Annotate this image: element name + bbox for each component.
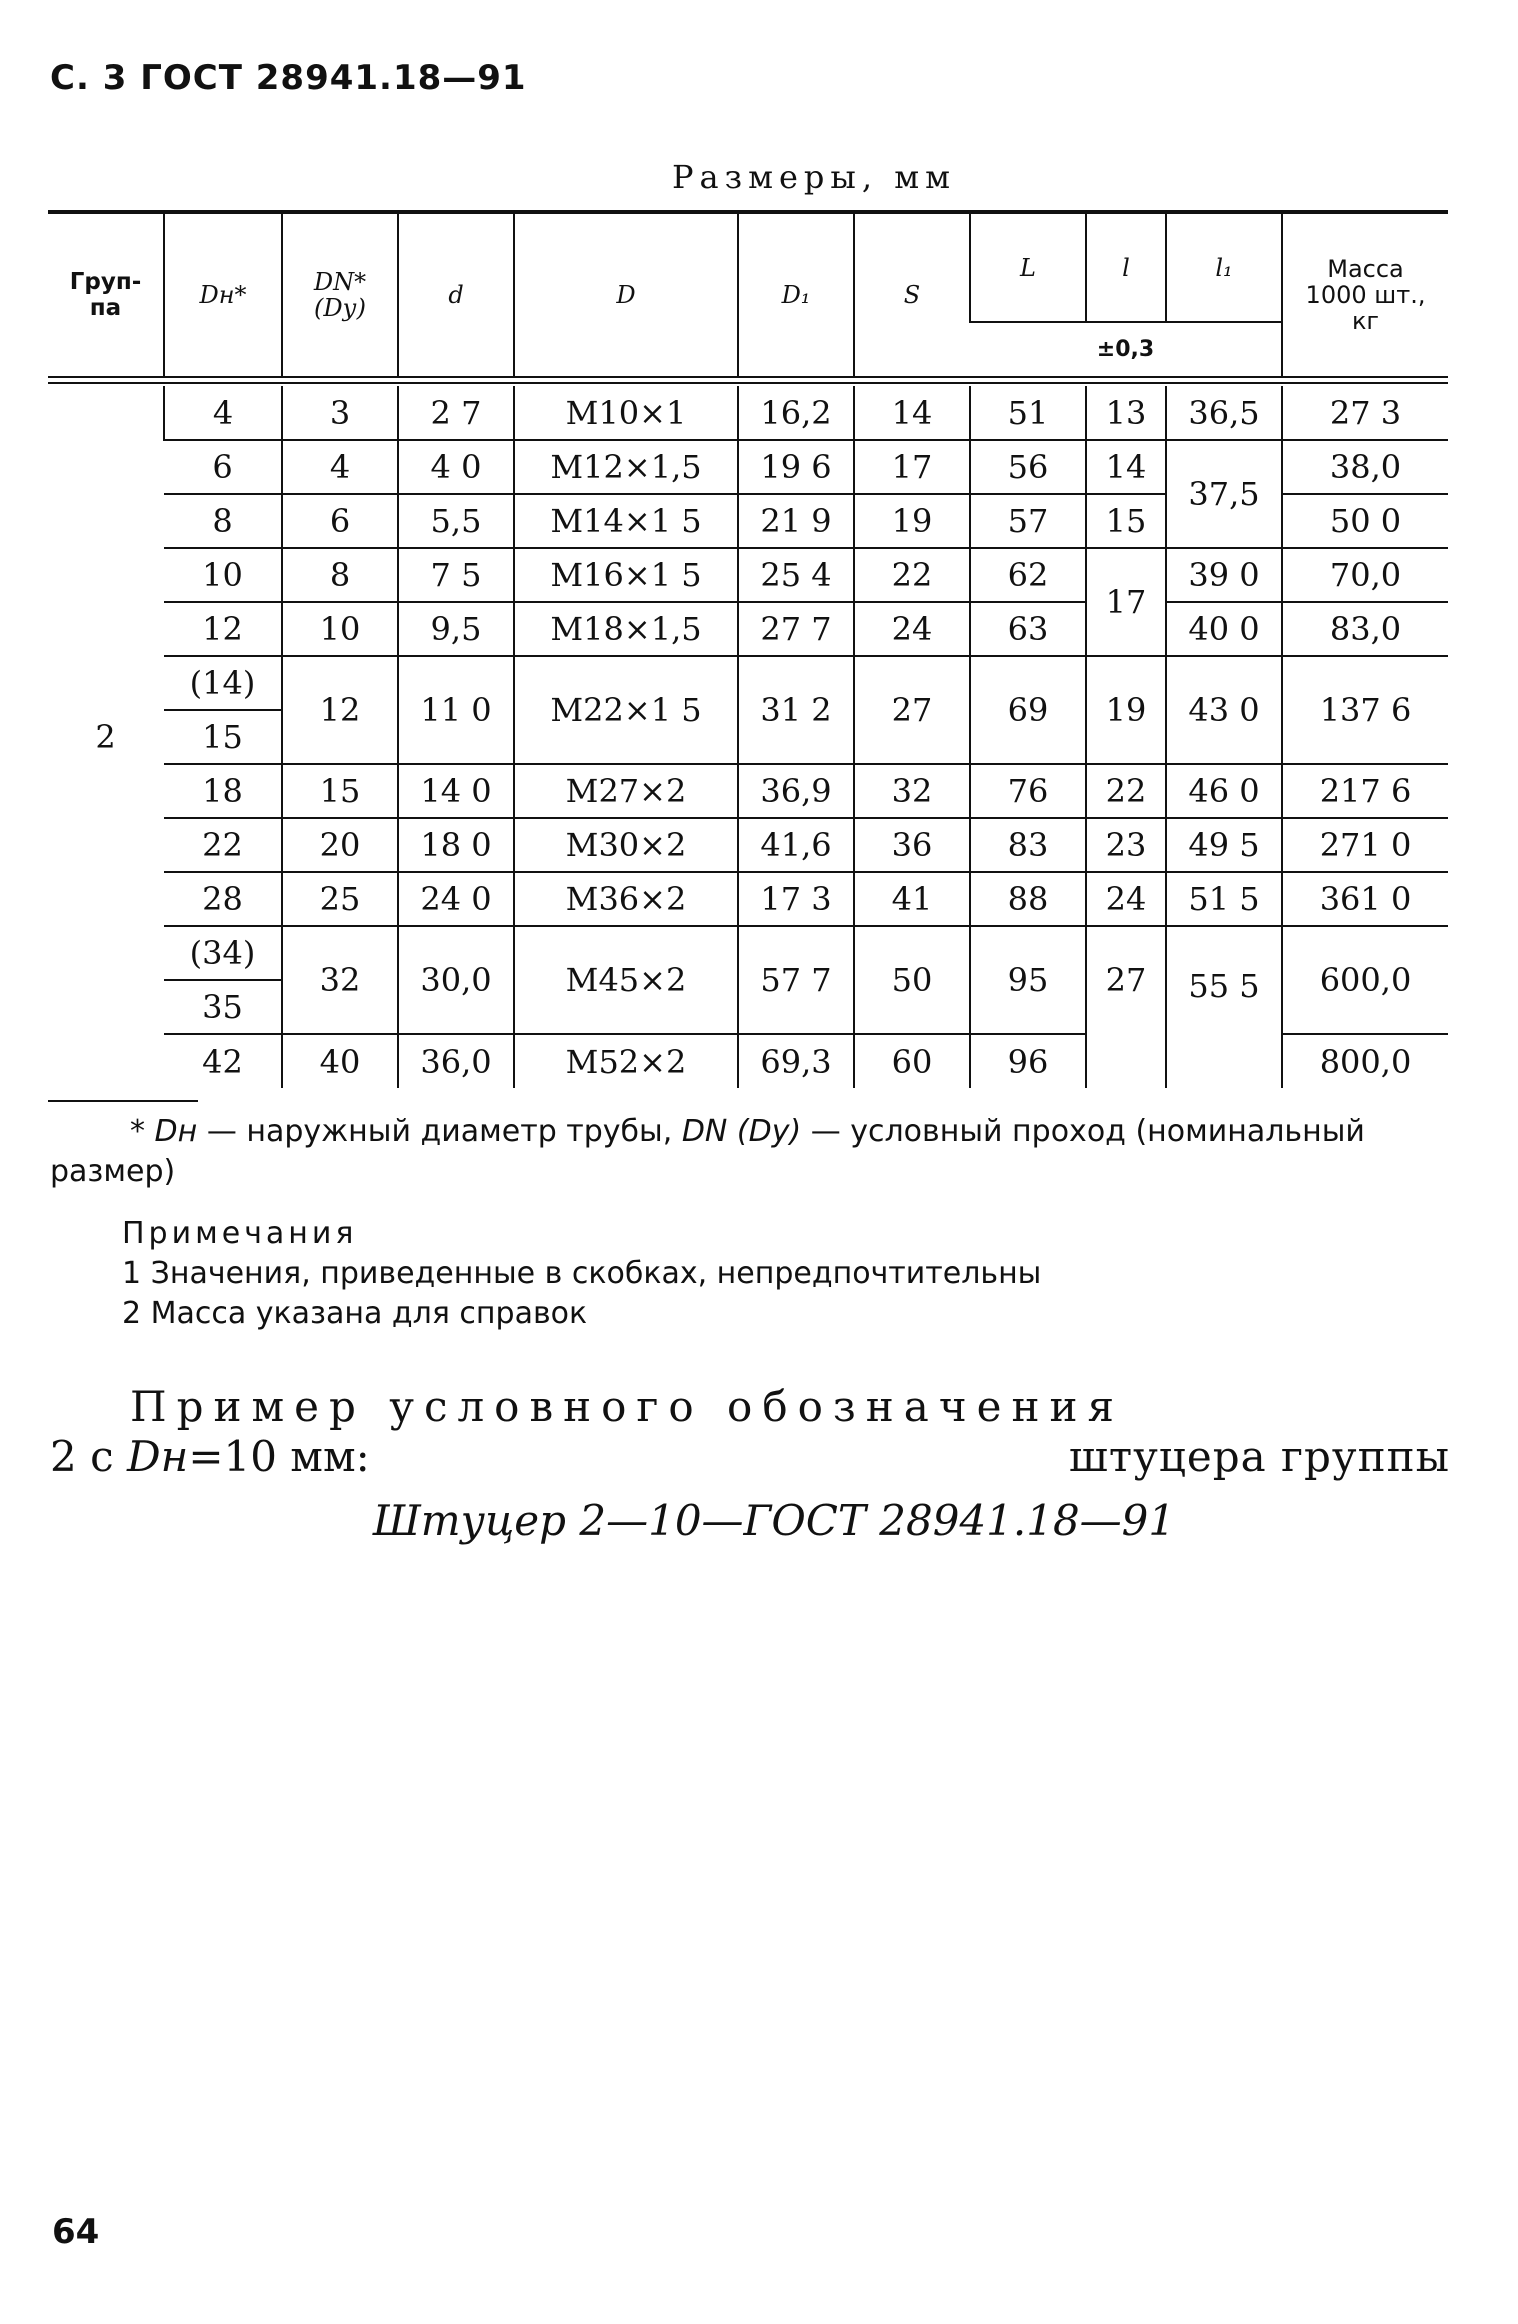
cell-l1: 37,5 [1166,440,1282,548]
example-line2-symbol: Dн [126,1432,189,1481]
cell-dn: 42 [202,1042,243,1081]
example-rest: штуцера группы [1068,1432,1450,1481]
cell-dn: 8 [164,494,282,548]
cell-l: 22 [1086,764,1166,818]
footnote-symbol-DN: DN (Dу) [681,1114,802,1149]
cell-D1: 16,2 [738,386,854,440]
cell-L: 51 [970,386,1086,440]
cell-D1: 25 4 [738,548,854,602]
example-paragraph [50,1382,1450,1482]
cell-L: 62 [970,548,1086,602]
cell-dnom: 10 [282,602,398,656]
cell-dn: (14) [164,656,282,710]
example-line2-a: 2 с [50,1432,114,1481]
header-bottom-rule-1 [48,376,1448,378]
cell-S: 36 [854,818,970,872]
cell-l1: 51 5 [1166,872,1282,926]
table-row [48,926,1448,980]
page-header: С. 3 ГОСТ 28941.18—91 [50,58,527,98]
cell-D: M10×1 [514,386,738,440]
example-lead: Пример условного обозначения [130,1382,1124,1431]
footnote-text-2: — условный проход (номинальный размер) [50,1114,1365,1189]
cell-D1: 31 2 [738,656,854,764]
cell-mass: 800,0 [1282,1034,1448,1088]
note-1: 1 Значения, приведенные в скобках, непредпочтительны [122,1256,1042,1291]
cell-S: 27 [854,656,970,764]
page-number: 64 [52,2212,100,2252]
cell-S: 22 [854,548,970,602]
cell-D1: 17 3 [738,872,854,926]
col-l1-header: l₁ [1166,214,1282,322]
note-2: 2 Масса указана для справок [122,1296,588,1331]
cell-d: 14 0 [398,764,514,818]
cell-dnom: 25 [282,872,398,926]
cell-D: M30×2 [514,818,738,872]
cell-dn: 15 [164,710,282,764]
cell-D: M27×2 [514,764,738,818]
cell-L: 88 [970,872,1086,926]
col-group-header: Груп- па [69,269,142,321]
cell-d: 18 0 [398,818,514,872]
cell-l1: 43 0 [1166,656,1282,764]
dimensions-table [48,214,1448,376]
col-L-header: L [970,214,1086,322]
dimensions-table-body [48,386,1448,1088]
cell-L: 56 [970,440,1086,494]
cell-d: 9,5 [398,602,514,656]
cell-l1: 40 0 [1166,602,1282,656]
cell-l: 24 [1086,872,1166,926]
notes-title: Примечания [122,1216,358,1251]
cell-dn: 12 [164,602,282,656]
cell-dnom: 32 [282,926,398,1034]
cell-dnom: 3 [282,386,398,440]
cell-D1: 69,3 [738,1034,854,1088]
cell-L: 96 [970,1034,1086,1088]
col-D1-header: D₁ [738,214,854,376]
cell-d: 7 5 [398,548,514,602]
cell-dn: 35 [164,980,282,1034]
cell-dn: (34) [164,926,282,980]
col-S-header: S [854,214,970,376]
cell-S: 19 [854,494,970,548]
cell-dn: 4 [164,386,282,440]
cell-D: M45×2 [514,926,738,1034]
cell-d: 11 0 [398,656,514,764]
tolerance-header: ±0,3 [970,322,1282,376]
cell-S: 17 [854,440,970,494]
cell-mass: 70,0 [1282,548,1448,602]
cell-mass: 27 3 [1282,386,1448,440]
footnote-rule [48,1100,198,1102]
cell-S: 32 [854,764,970,818]
table-row [48,764,1448,818]
cell-D1: 41,6 [738,818,854,872]
cell-d: 2 7 [398,386,514,440]
col-l-header: l [1086,214,1166,322]
cell-L: 57 [970,494,1086,548]
cell-S: 50 [854,926,970,1034]
table-row [48,656,1448,710]
cell-dnom: 6 [282,494,398,548]
cell-d: 24 0 [398,872,514,926]
cell-dnom: 40 [282,1034,398,1088]
cell-d: 36,0 [398,1034,514,1088]
cell-dnom: 20 [282,818,398,872]
cell-mass: 271 0 [1282,818,1448,872]
cell-l: 23 [1086,818,1166,872]
cell-D1: 36,9 [738,764,854,818]
cell-D: M18×1,5 [514,602,738,656]
cell-L: 63 [970,602,1086,656]
cell-D1: 57 7 [738,926,854,1034]
cell-S: 60 [854,1034,970,1088]
col-dn-nominal-header: DN* (Dу) [282,214,398,376]
table-row [48,548,1448,602]
cell-l: 13 [1086,386,1166,440]
cell-mass: 50 0 [1282,494,1448,548]
cell-D1: 19 6 [738,440,854,494]
cell-l1: 39 0 [1166,548,1282,602]
cell-dnom: 12 [282,656,398,764]
col-D-header: D [514,214,738,376]
col-dn-header: Dн* [164,214,282,376]
cell-D: M14×1 5 [514,494,738,548]
cell-l1: 55 5 [1166,926,1282,1088]
cell-mass: 38,0 [1282,440,1448,494]
cell-l: 27 [1086,926,1166,1088]
cell-D: M12×1,5 [514,440,738,494]
cell-L: 83 [970,818,1086,872]
cell-L: 76 [970,764,1086,818]
cell-l: 17 [1086,548,1166,656]
table-row [48,818,1448,872]
table-row [48,440,1448,494]
cell-dnom: 15 [282,764,398,818]
cell-l: 14 [1086,440,1166,494]
cell-dn: 18 [164,764,282,818]
designation-example: Штуцер 2—10—ГОСТ 28941.18—91 [372,1496,1176,1545]
example-line2-b: =10 мм: [188,1432,370,1481]
cell-mass: 83,0 [1282,602,1448,656]
col-d-header: d [398,214,514,376]
table-row [48,872,1448,926]
table-caption: Размеры, мм [672,158,956,196]
cell-L: 69 [970,656,1086,764]
cell-l: 19 [1086,656,1166,764]
cell-dnom: 4 [282,440,398,494]
cell-l1: 49 5 [1166,818,1282,872]
cell-D: M36×2 [514,872,738,926]
header-bottom-rule-2 [48,382,1448,384]
cell-D: M16×1 5 [514,548,738,602]
cell-l1: 46 0 [1166,764,1282,818]
cell-d: 5,5 [398,494,514,548]
cell-dn: 10 [164,548,282,602]
table-row [48,386,1448,440]
table-row [48,602,1448,656]
cell-S: 41 [854,872,970,926]
cell-S: 24 [854,602,970,656]
cell-dn: 22 [164,818,282,872]
notes-block [122,1214,1041,1334]
cell-l1: 36,5 [1166,386,1282,440]
cell-dn: 28 [164,872,282,926]
group-cell: 2 [95,718,116,756]
col-mass-header: Масса 1000 шт., кг [1282,214,1448,376]
cell-L: 95 [970,926,1086,1034]
cell-D1: 27 7 [738,602,854,656]
cell-mass: 361 0 [1282,872,1448,926]
cell-dnom: 8 [282,548,398,602]
cell-mass: 137 6 [1282,656,1448,764]
cell-l: 15 [1086,494,1166,548]
footnote-symbol-dn: Dн [154,1114,198,1149]
cell-D: M52×2 [514,1034,738,1088]
cell-mass: 600,0 [1282,926,1448,1034]
footnote-text-1: — наружный диаметр трубы, [206,1114,673,1149]
cell-mass: 217 6 [1282,764,1448,818]
footnote-star: * [130,1114,145,1149]
cell-d: 4 0 [398,440,514,494]
cell-D1: 21 9 [738,494,854,548]
footnote [50,1112,1450,1192]
cell-D: M22×1 5 [514,656,738,764]
cell-d: 30,0 [398,926,514,1034]
cell-dn: 6 [164,440,282,494]
cell-S: 14 [854,386,970,440]
